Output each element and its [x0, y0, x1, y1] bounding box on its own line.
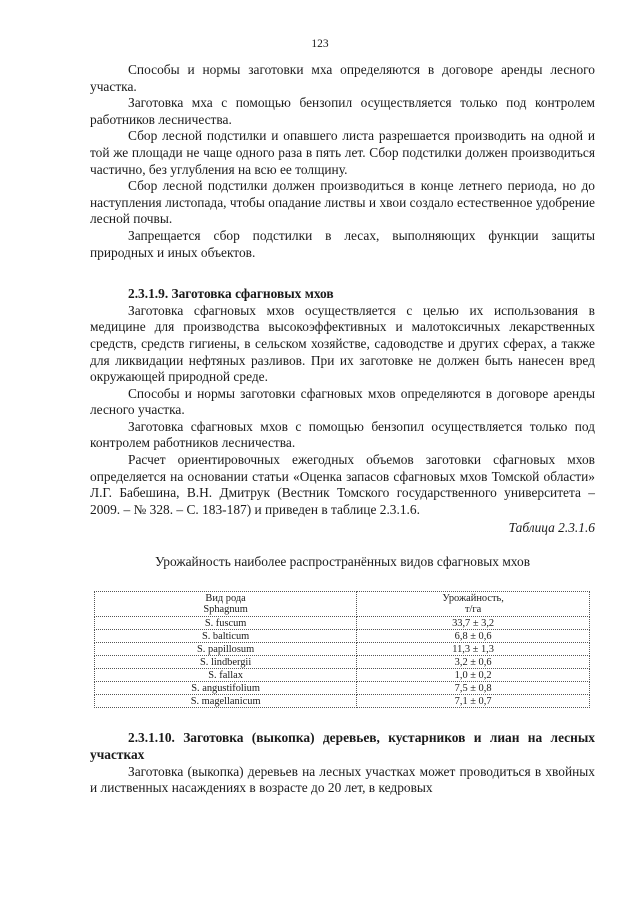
yield-table — [94, 591, 590, 709]
yield-cell: 7,5 ± 0,8 — [357, 682, 590, 695]
paragraph: Расчет ориентировочных ежегодных объемов заготовки сфагновых мхов определяется на основании статьи «Оценка запасов сфагновых мхов Томской области» Л.Г. Бабешина, В.Н. Дмитрук (Вестник Томского государственного университета – 2009. – № 328. – С. 183-187) и приведен в таблице 2.3.1.6. — [90, 452, 595, 517]
table-row — [95, 682, 590, 695]
species-cell: S. magellanicum — [95, 695, 357, 708]
table-row — [95, 643, 590, 656]
header-yield-line1: Урожайность, — [442, 592, 504, 604]
yield-cell: 1,0 ± 0,2 — [357, 669, 590, 682]
paragraph: Способы и нормы заготовки сфагновых мхов определяются в договоре аренды лесного участка. — [90, 385, 595, 418]
paragraph: Заготовка сфагновых мхов осуществляется с целью их использования в медицине для производства высокоэффективных и малотоксичных лекарственных средств, средств гигиены, в сельском хозяйстве, садоводстве и других сферах, а также для ликвидации нефтяных разливов. При их заготовке не должен быть нанесен вред окружающей природной среде. — [90, 302, 595, 385]
table-row — [95, 669, 590, 682]
page-content — [90, 62, 595, 797]
species-cell: S. fallax — [95, 669, 357, 682]
table-row — [95, 656, 590, 669]
paragraph: Заготовка сфагновых мхов с помощью бензопил осуществляется только под контролем работников лесничества. — [90, 418, 595, 451]
yield-cell: 7,1 ± 0,7 — [357, 695, 590, 708]
yield-cell: 33,7 ± 3,2 — [357, 617, 590, 630]
paragraph: Способы и нормы заготовки мха определяются в договоре аренды лесного участка. — [90, 62, 595, 94]
species-cell: S. papillosum — [95, 643, 357, 656]
table-row — [95, 617, 590, 630]
table-header-row — [95, 591, 590, 617]
header-yield-line2: т/га — [464, 604, 482, 616]
yield-cell: 6,8 ± 0,6 — [357, 630, 590, 643]
header-species-line1: Вид рода — [205, 592, 246, 604]
header-species-line2: Sphagnum — [203, 604, 248, 616]
species-cell: S. angustifolium — [95, 682, 357, 695]
paragraph: Заготовка мха с помощью бензопил осуществляется только под контролем работников лесничества. — [90, 95, 595, 127]
paragraph: Сбор лесной подстилки должен производиться в конце летнего периода, но до наступления листопада, чтобы опадание листвы и хвои создало естественное удобрение лесной почвы. — [90, 178, 595, 227]
paragraph: Сбор лесной подстилки и опавшего листа разрешается производить на одной и той же площади не чаще одного раза в пять лет. Сбор подстилки должен производиться частично, без углубления на всю ее толщину. — [90, 128, 595, 177]
paragraph: Заготовка (выкопка) деревьев на лесных участках может проводиться в хвойных и лиственных насаждениях в возрасте до 20 лет, в кедровых — [90, 763, 595, 796]
table-row — [95, 695, 590, 708]
table-header-species — [95, 591, 357, 617]
species-cell: S. lindbergii — [95, 656, 357, 669]
yield-cell: 3,2 ± 0,6 — [357, 656, 590, 669]
yield-cell: 11,3 ± 1,3 — [357, 643, 590, 656]
table-label: Таблица 2.3.1.6 — [508, 520, 595, 536]
table-row — [95, 630, 590, 643]
section-heading-digging: 2.3.1.10. Заготовка (выкопка) деревьев, кустарников и лиан на лесных участках — [90, 730, 595, 763]
section-heading-sphagnum: 2.3.1.9. Заготовка сфагновых мхов — [128, 286, 334, 302]
species-cell: S. fuscum — [95, 617, 357, 630]
table-header-yield — [357, 591, 590, 617]
species-cell: S. balticum — [95, 630, 357, 643]
page-number: 123 — [311, 38, 329, 50]
table-title: Урожайность наиболее распространённых видов сфагновых мхов — [154, 554, 531, 570]
paragraph: Запрещается сбор подстилки в лесах, выполняющих функции защиты природных и иных объектов. — [90, 227, 595, 260]
